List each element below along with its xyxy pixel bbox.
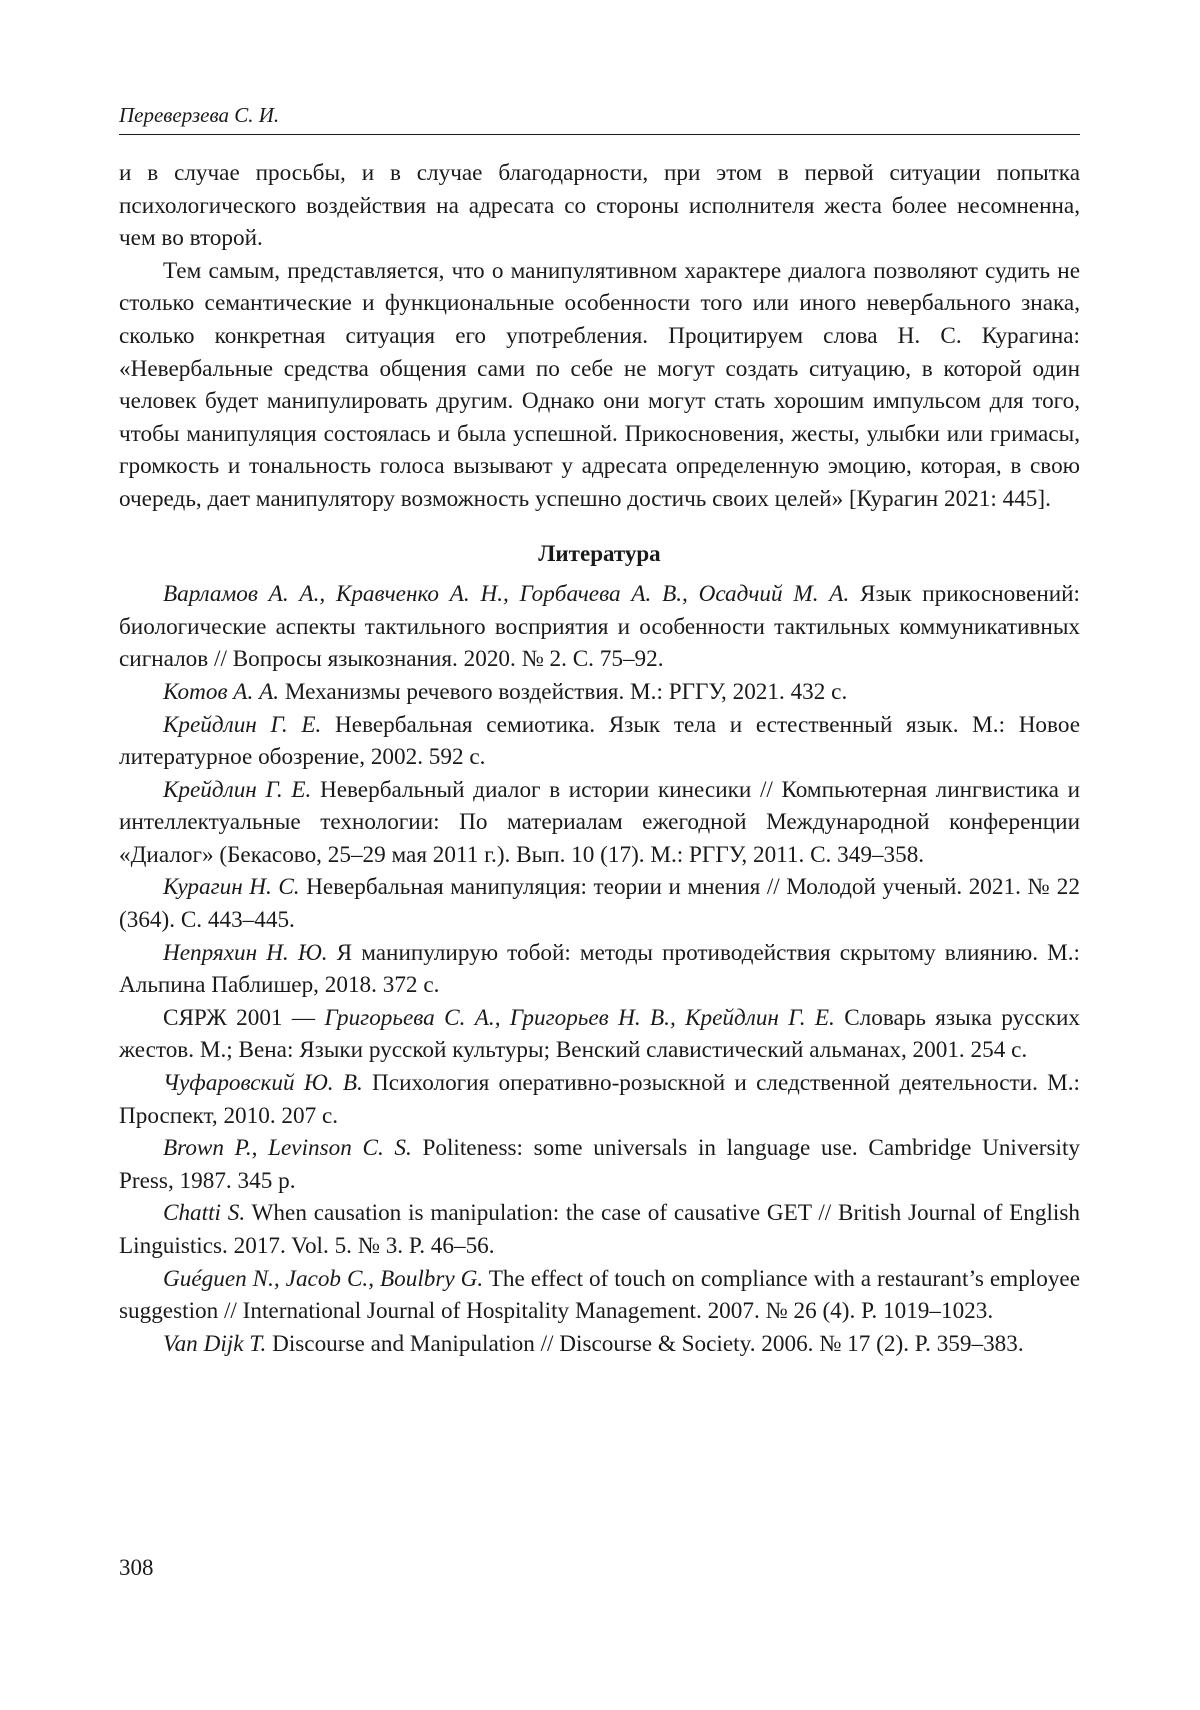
reference-text: Politeness: some universals in language use. Cambridge University Press, 1987. 345 p. (119, 1135, 1080, 1194)
reference-item (119, 1132, 1080, 1197)
reference-item (119, 578, 1080, 676)
reference-authors: Курагин Н. С. (163, 874, 300, 901)
reference-text: Я манипулирую тобой: методы противодействия скрытому влиянию. М.: Альпина Паблишер, 2018. 372 с. (119, 939, 1080, 999)
reference-authors: Котов А. А. (163, 678, 280, 705)
page-number: 308 (119, 1555, 154, 1580)
reference-item (119, 774, 1080, 872)
reference-item (119, 1328, 1080, 1361)
reference-authors: Van Dijk T. (163, 1330, 267, 1357)
reference-item (119, 937, 1080, 1002)
reference-authors: Крейдлин Г. Е. (163, 711, 322, 738)
reference-authors: Brown P., Levinson C. S. (163, 1135, 412, 1162)
reference-item (119, 676, 1080, 709)
reference-authors: Григорьева С. А., Григорьев Н. В., Крейдлин Г. Е. (324, 1004, 835, 1031)
reference-text: Словарь языка русских жестов. М.; Вена: Языки русской культуры; Венский славистический альманах, 2001. 254 с. (119, 1004, 1080, 1064)
reference-text: Язык прикосновений: биологические аспекты тактильного восприятия и особенности тактильных коммуникативных сигналов // Вопросы языкознания. 2020. № 2. С. 75–92. (119, 581, 1080, 673)
reference-authors: Варламов А. А., Кравченко А. Н., Горбачева А. В., Осадчий М. А. (163, 581, 850, 608)
reference-authors: Чуфаровский Ю. В. (163, 1070, 363, 1097)
reference-item (119, 1067, 1080, 1132)
reference-authors: Непряхин Н. Ю. (163, 939, 328, 966)
reference-item (119, 709, 1080, 774)
reference-text: Невербальная манипуляция: теории и мнения // Молодой ученый. 2021. № 22 (364). С. 443–445. (119, 874, 1080, 934)
reference-text: Механизмы речевого воздействия. М.: РГГУ, 2021. 432 с. (279, 678, 848, 705)
reference-authors: Крейдлин Г. Е. (163, 776, 312, 803)
paragraph: Тем самым, представляется, что о манипулятивном характере диалога позволяют судить не столько семантические и функциональные особенности того или иного невербального знака, сколько конкретная ситуация его употребления. Процитируем слова Н. С. Курагина: «Невербальные средства общения сами по себе не могут создать ситуацию, в которой один человек будет манипулировать другим. Однако они могут стать хорошим импульсом для того, чтобы манипуляция состоялась и была успешной. Прикосновения, жесты, улыбки или гримасы, громкость и тональность голоса вызывают у адресата определенную эмоцию, которая, в свою очередь, дает манипулятору возможность успешно достичь своих целей» [Курагин 2021: 445]. (119, 257, 1080, 512)
reference-prefix: СЯРЖ 2001 — (163, 1004, 325, 1031)
reference-text: Невербальная семиотика. Язык тела и естественный язык. М.: Новое литературное обозрение, 2002. 592 с. (119, 711, 1080, 771)
reference-item (119, 1002, 1080, 1067)
reference-authors: Guéguen N., Jacob C., Boulbry G. (163, 1265, 484, 1292)
reference-item (119, 1197, 1080, 1262)
running-head: Переверзева С. И. (119, 100, 1080, 135)
references-heading: Литература (538, 540, 661, 566)
reference-text: When causation is manipulation: the case of causative GET // British Journal of English Linguistics. 2017. Vol. 5. № 3. P. 46–56. (119, 1200, 1080, 1259)
reference-text: Психология оперативно-розыскной и следственной деятельности. М.: Проспект, 2010. 207 с. (119, 1070, 1080, 1129)
page (119, 100, 1080, 1360)
reference-text: Невербальный диалог в истории кинесики // Компьютерная лингвистика и интеллектуальные технологии: По материалам ежегодной Международной конференции «Диалог» (Бекасово, 25–29 мая 2011 г.). Вып. 10 (17). М.: РГГУ, 2011. С. 349–358. (119, 776, 1080, 868)
body-text (119, 157, 1080, 516)
reference-item (119, 871, 1080, 936)
reference-text: Discourse and Manipulation // Discourse & Society. 2006. № 17 (2). P. 359–383. (266, 1330, 1024, 1357)
reference-text: The effect of touch on compliance with a restaurant’s employee suggestion // International Journal of Hospitality Management. 2007. № 26 (4). P. 1019–1023. (119, 1265, 1081, 1325)
references-list (119, 578, 1080, 1360)
reference-authors: Chatti S. (163, 1200, 246, 1227)
reference-item (119, 1263, 1080, 1328)
paragraph: и в случае просьбы, и в случае благодарности, при этом в первой ситуации попытка психологического воздействия на адресата со стороны исполнителя жеста более несомненна, чем во второй. (119, 160, 1080, 252)
